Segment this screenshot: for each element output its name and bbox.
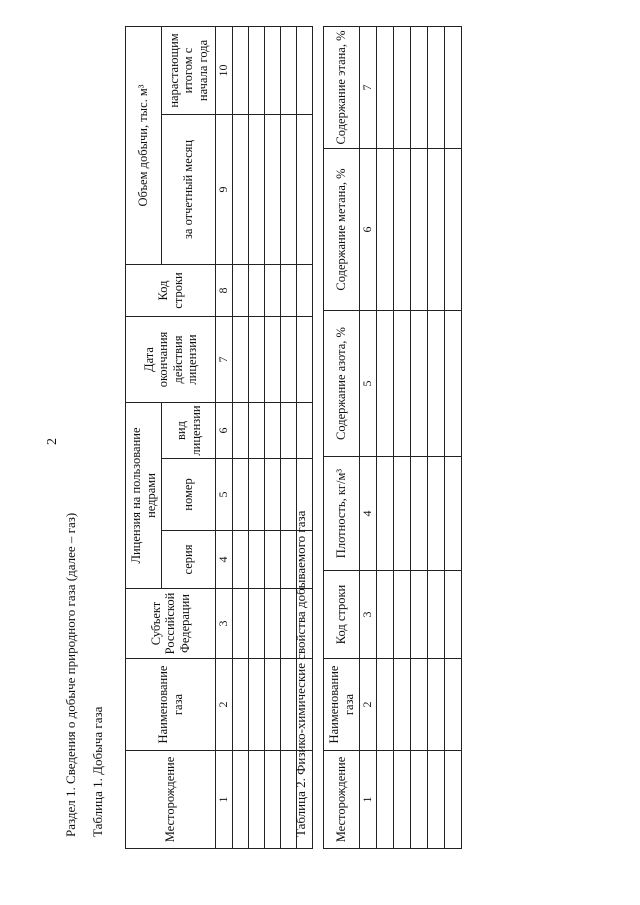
col-number: 1 bbox=[216, 751, 233, 849]
header-field: Месторождение bbox=[126, 751, 216, 849]
header-number: номер bbox=[162, 459, 216, 531]
table-row bbox=[264, 26, 280, 848]
col-number: 1 bbox=[360, 751, 377, 849]
header-expiry: Дата окончания действия лицензии bbox=[126, 316, 216, 402]
header-row-code: Код строки bbox=[126, 264, 216, 316]
section-title: Раздел 1. Сведения о добыче природного газа (далее – газ) bbox=[63, 512, 78, 837]
header-gas-name: Наименование газа bbox=[324, 659, 360, 751]
column-number-row bbox=[360, 27, 377, 849]
header-ethane: Содержание этана, % bbox=[324, 27, 360, 149]
col-number: 2 bbox=[360, 659, 377, 751]
header-methane: Содержание метана, % bbox=[324, 149, 360, 311]
header-nitrogen: Содержание азота, % bbox=[324, 311, 360, 457]
header-license-group: Лицензия на пользование недрами bbox=[126, 402, 162, 588]
header-month: за отчетный месяц bbox=[162, 114, 216, 264]
table-row bbox=[376, 27, 393, 849]
header-gas-name: Наименование газа bbox=[126, 659, 216, 751]
header-ytd: нарастающим итогом с начала года bbox=[162, 26, 216, 114]
header-series: серия bbox=[162, 531, 216, 589]
table-row bbox=[427, 27, 444, 849]
col-number: 10 bbox=[216, 26, 233, 114]
col-number: 3 bbox=[216, 589, 233, 659]
col-number: 7 bbox=[216, 316, 233, 402]
gas-properties-table bbox=[323, 26, 462, 849]
header-row-code: Код строки bbox=[324, 571, 360, 659]
col-number: 4 bbox=[360, 457, 377, 571]
col-number: 9 bbox=[216, 114, 233, 264]
header-field: Месторождение bbox=[324, 751, 360, 849]
col-number: 4 bbox=[216, 531, 233, 589]
col-number: 5 bbox=[216, 459, 233, 531]
header-license-type: вид лицензии bbox=[162, 402, 216, 458]
col-number: 2 bbox=[216, 659, 233, 751]
col-number: 3 bbox=[360, 571, 377, 659]
table-row bbox=[444, 27, 461, 849]
table-row bbox=[393, 27, 410, 849]
col-number: 6 bbox=[360, 149, 377, 311]
page-number: 2 bbox=[45, 438, 60, 445]
col-number: 6 bbox=[216, 402, 233, 458]
header-subject: Субъект Российской Федерации bbox=[126, 589, 216, 659]
column-number-row bbox=[216, 26, 233, 848]
col-number: 8 bbox=[216, 264, 233, 316]
header-density: Плотность, кг/м³ bbox=[324, 457, 360, 571]
col-number: 7 bbox=[360, 27, 377, 149]
table2-title: Таблица 2. Физико-химические свойства добываемого газа bbox=[293, 510, 308, 837]
table1-title: Таблица 1. Добыча газа bbox=[90, 706, 105, 837]
col-number: 5 bbox=[360, 311, 377, 457]
table-row bbox=[248, 26, 264, 848]
table-row bbox=[410, 27, 427, 849]
table-row bbox=[232, 26, 248, 848]
gas-production-table bbox=[125, 26, 313, 849]
header-volume-group: Объем добычи, тыс. м³ bbox=[126, 26, 162, 264]
